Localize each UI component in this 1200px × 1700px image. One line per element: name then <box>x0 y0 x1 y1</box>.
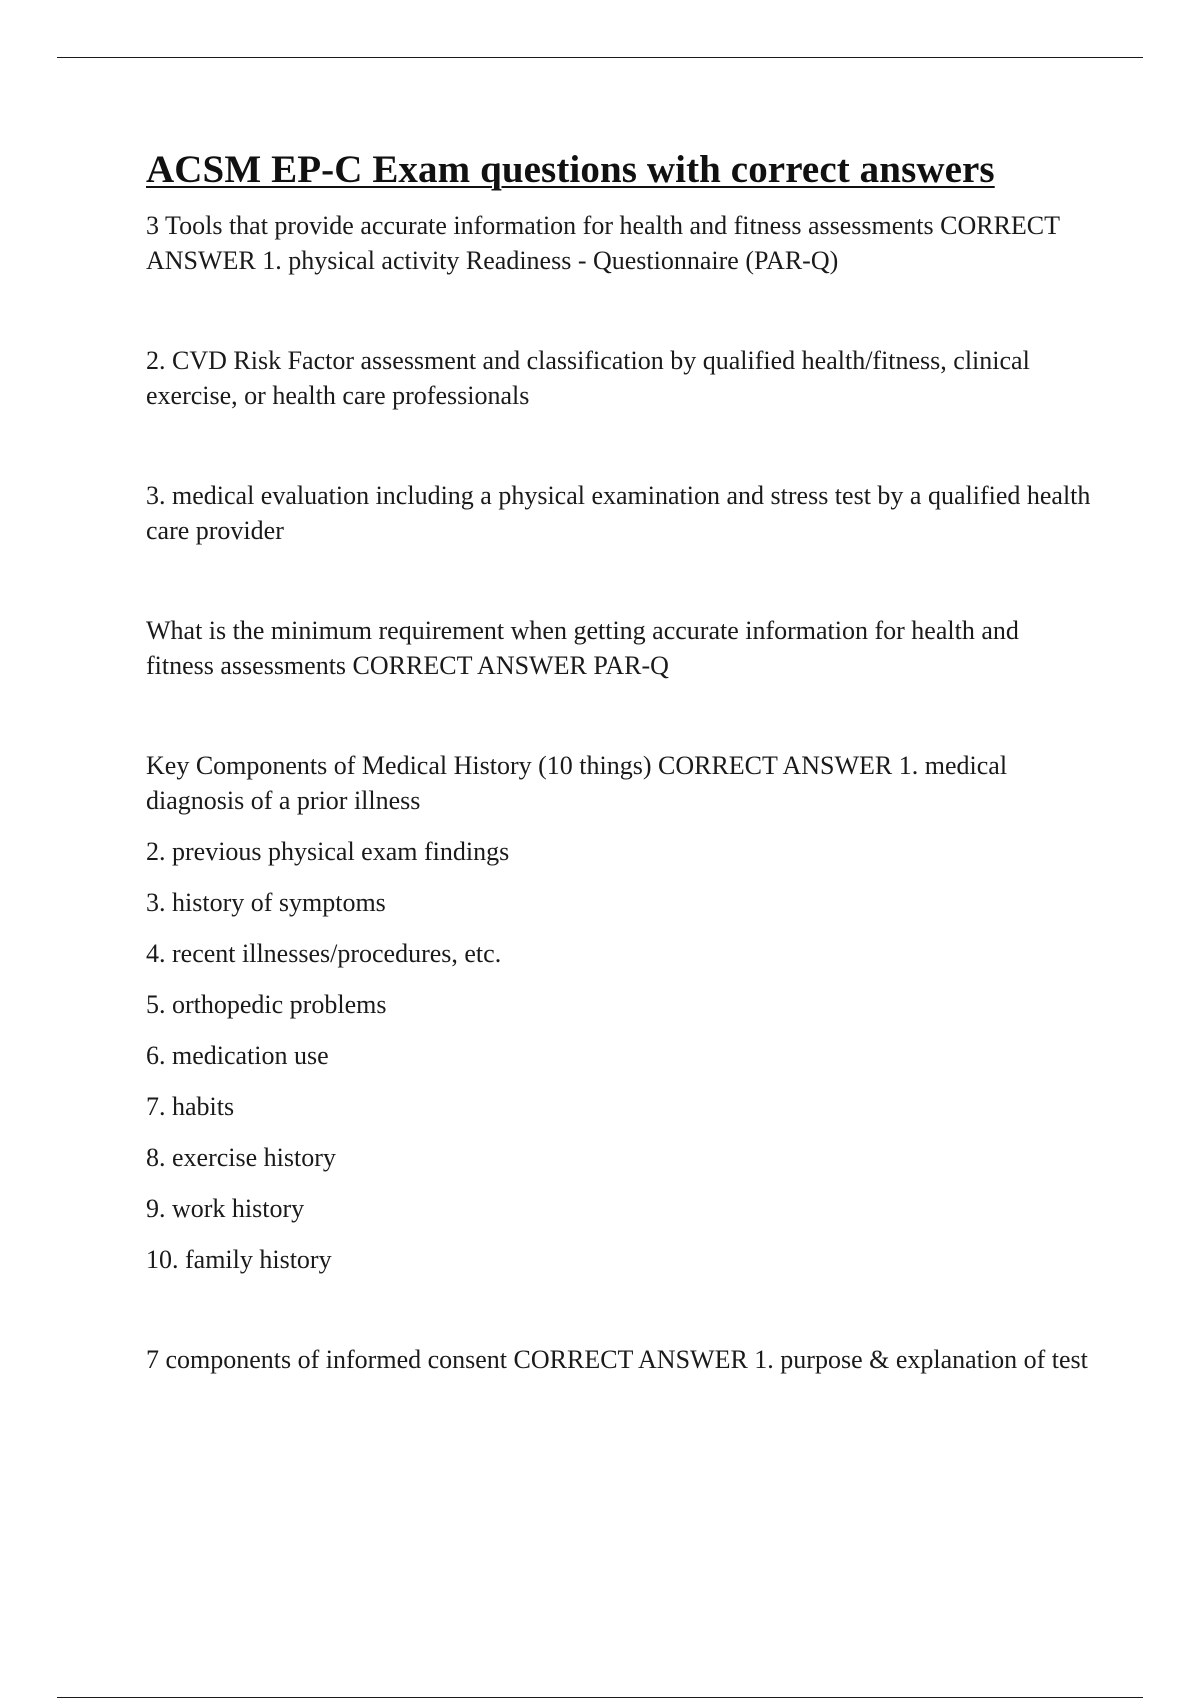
list-item: 2. previous physical exam findings <box>146 837 510 866</box>
paragraph-informed-consent: 7 components of informed consent CORRECT ANSWER 1. purpose & explanation of test <box>146 1345 1088 1374</box>
list-item: 3. history of symptoms <box>146 888 386 917</box>
paragraph-tools: 3 Tools that provide accurate information for health and fitness assessments CORRECT ANSWER 1. physical activity Readiness - Questionnaire (PAR-Q) <box>146 211 1060 275</box>
document-title: ACSM EP-C Exam questions with correct answers <box>146 148 995 191</box>
bottom-rule <box>57 1697 1143 1698</box>
paragraph-cvd-risk: 2. CVD Risk Factor assessment and classification by qualified health/fitness, clinical exercise, or health care professionals <box>146 346 1030 410</box>
paragraph-minimum-requirement: What is the minimum requirement when getting accurate information for health and fitness assessments CORRECT ANSWER PAR-Q <box>146 616 1019 680</box>
list-item: 10. family history <box>146 1245 332 1274</box>
top-rule <box>57 57 1143 58</box>
list-item: 6. medication use <box>146 1041 329 1070</box>
list-item: 7. habits <box>146 1092 235 1121</box>
paragraph-medical-history: Key Components of Medical History (10 things) CORRECT ANSWER 1. medical diagnosis of a prior illness <box>146 751 1008 815</box>
paragraph-medical-evaluation: 3. medical evaluation including a physical examination and stress test by a qualified health care provider <box>146 481 1091 545</box>
list-item: 8. exercise history <box>146 1143 336 1172</box>
list-item: 9. work history <box>146 1194 305 1223</box>
list-item: 4. recent illnesses/procedures, etc. <box>146 939 502 968</box>
list-item: 5. orthopedic problems <box>146 990 387 1019</box>
document-page <box>146 146 1091 1377</box>
